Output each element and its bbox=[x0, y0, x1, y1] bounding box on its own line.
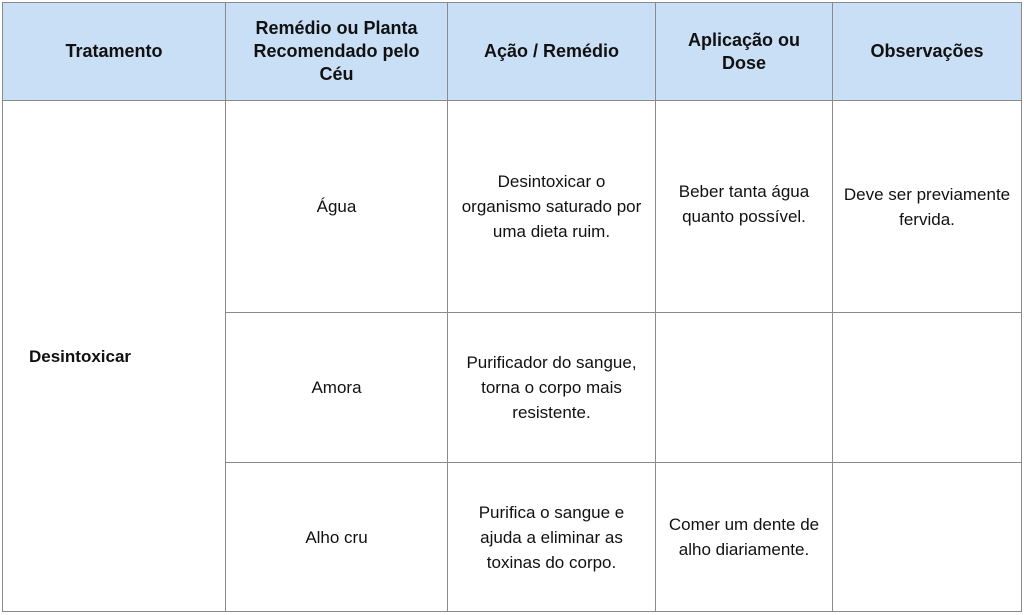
header-notes: Observações bbox=[833, 3, 1022, 101]
treatment-cell: Desintoxicar bbox=[3, 101, 226, 612]
action-cell: Purifica o sangue e ajuda a eliminar as toxinas do corpo. bbox=[448, 463, 656, 612]
header-dose: Aplicação ou Dose bbox=[656, 3, 833, 101]
notes-cell bbox=[833, 463, 1022, 612]
header-row bbox=[3, 3, 1022, 101]
header-treatment: Tratamento bbox=[3, 3, 226, 101]
remedy-cell: Amora bbox=[226, 313, 448, 463]
treatment-table bbox=[2, 2, 1022, 612]
action-cell: Desintoxicar o organismo saturado por uma dieta ruim. bbox=[448, 101, 656, 313]
dose-text: Beber tanta água quanto possível. bbox=[678, 182, 810, 226]
dose-cell bbox=[656, 313, 833, 463]
dose-cell: Comer um dente de alho diariamente. bbox=[656, 463, 833, 612]
header-remedy: Remédio ou Planta Recomendado pelo Céu bbox=[226, 3, 448, 101]
dose-cell bbox=[656, 101, 833, 313]
table-row bbox=[3, 101, 1022, 313]
action-cell: Purificador do sangue, torna o corpo mais resistente. bbox=[448, 313, 656, 463]
notes-cell bbox=[833, 313, 1022, 463]
remedy-cell: Alho cru bbox=[226, 463, 448, 612]
notes-cell: Deve ser previamente fervida. bbox=[833, 101, 1022, 313]
remedy-cell: Água bbox=[226, 101, 448, 313]
header-action: Ação / Remédio bbox=[448, 3, 656, 101]
